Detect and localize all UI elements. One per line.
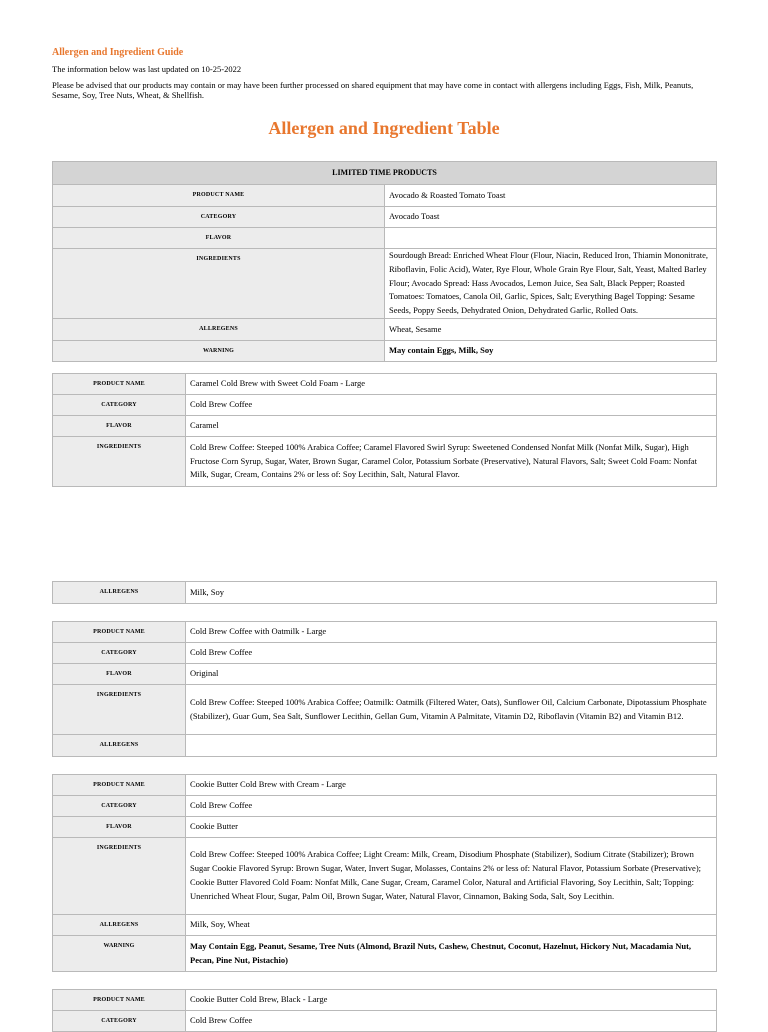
last-updated-text: The information below was last updated on 10-25-2022	[52, 64, 242, 74]
product-category: Cold Brew Coffee	[186, 395, 717, 416]
table-row	[53, 664, 717, 685]
product-warning: May contain Eggs, Milk, Soy	[385, 340, 717, 361]
label-ingredients: INGREDIENTS	[53, 437, 186, 487]
label-flavor: FLAVOR	[53, 664, 186, 685]
product-table-cookie-butter-black	[52, 989, 717, 1032]
product-allergens	[186, 735, 717, 757]
label-category: CATEGORY	[53, 395, 186, 416]
table-row	[53, 936, 717, 972]
label-product-name: PRODUCT NAME	[53, 374, 186, 395]
product-category: Cold Brew Coffee	[186, 796, 717, 817]
product-warning: May Contain Egg, Peanut, Sesame, Tree Nuts (Almond, Brazil Nuts, Cashew, Chestnut, Coconut, Hazelnut, Hickory Nut, Macadamia Nut, Pecan, Pine Nut, Pistachio)	[186, 936, 717, 972]
table-row	[53, 643, 717, 664]
table-row	[53, 228, 717, 249]
product-flavor	[385, 228, 717, 249]
product-ingredients: Cold Brew Coffee: Steeped 100% Arabica Coffee; Oatmilk: Oatmilk (Filtered Water, Oats), Sunflower Oil, Calcium Carbonate, Dipotassium Phosphate (Stabilizer), Guar Gum, Sea Salt, Sunflower Lecithin, Gellan Gum, Vitamin A Palmitate, Vitamin D2, Riboflavin (Vitamin B2) and Vitamin B12.	[186, 685, 717, 735]
product-category: Cold Brew Coffee	[186, 643, 717, 664]
label-allergens: ALLREGENS	[53, 582, 186, 604]
table-row	[53, 838, 717, 915]
table-row	[53, 582, 717, 604]
product-table-caramel-cold-brew-continued	[52, 581, 717, 604]
product-allergens: Wheat, Sesame	[385, 318, 717, 340]
table-row	[53, 915, 717, 936]
table-row	[53, 796, 717, 817]
table-row	[53, 437, 717, 487]
label-ingredients: INGREDIENTS	[53, 249, 385, 319]
product-table-cookie-butter-cream	[52, 774, 717, 972]
table-row	[53, 685, 717, 735]
table-row	[53, 395, 717, 416]
table-title: Allergen and Ingredient Table	[268, 118, 500, 138]
section-header-row	[53, 162, 717, 185]
table-row	[53, 416, 717, 437]
product-allergens: Milk, Soy, Wheat	[186, 915, 717, 936]
product-table-oatmilk-cold-brew	[52, 621, 717, 757]
guide-title: Allergen and Ingredient Guide	[52, 47, 184, 58]
table-row	[53, 340, 717, 361]
product-flavor: Cookie Butter	[186, 817, 717, 838]
label-product-name: PRODUCT NAME	[53, 775, 186, 796]
product-name: Avocado & Roasted Tomato Toast	[385, 185, 717, 207]
table-row	[53, 1011, 717, 1032]
product-table-caramel-cold-brew	[52, 373, 717, 487]
product-name: Cookie Butter Cold Brew, Black - Large	[186, 990, 717, 1011]
product-category: Avocado Toast	[385, 207, 717, 228]
product-name: Caramel Cold Brew with Sweet Cold Foam - Large	[186, 374, 717, 395]
label-warning: WARNING	[53, 936, 186, 972]
label-allergens: ALLREGENS	[53, 915, 186, 936]
table-row	[53, 374, 717, 395]
label-flavor: FLAVOR	[53, 817, 186, 838]
product-ingredients: Cold Brew Coffee: Steeped 100% Arabica Coffee; Caramel Flavored Swirl Syrup: Sweetened Condensed Nonfat Milk (Nonfat Milk, Sugar), High Fructose Corn Syrup, Sugar, Water, Brown Sugar, Caramel Color, Potassium Sorbate (Preservative), Natural Flavors, Salt; Sweet Cold Foam: Nonfat Milk, Sugar, Cream, Contains 2% or less of: Soy Lecithin, Salt, Natural Flavor.	[186, 437, 717, 487]
product-category: Cold Brew Coffee	[186, 1011, 717, 1032]
product-ingredients: Cold Brew Coffee: Steeped 100% Arabica Coffee; Light Cream: Milk, Cream, Disodium Phosphate (Stabilizer), Sodium Citrate (Stabilizer); Brown Sugar Cookie Flavored Syrup: Brown Sugar, Water, Invert Sugar, Molasses, Contains 2% or less of: Natural Flavor, Potassium Sorbate (Preservative); Cookie Butter Flavored Cold Foam: Nonfat Milk, Cane Sugar, Cream, Caramel Color, Natural and Artificial Flavoring, Soy Lecithin, Salt; Topping: Unenriched Wheat Flour, Sugar, Palm Oil, Brown Sugar, Water, Natural Flavor, Cinnamon, Baking Soda, Salt, Soy Lecithin.	[186, 838, 717, 915]
product-table-avocado-toast	[52, 161, 717, 362]
product-name: Cold Brew Coffee with Oatmilk - Large	[186, 622, 717, 643]
label-flavor: FLAVOR	[53, 228, 385, 249]
table-row	[53, 185, 717, 207]
product-name: Cookie Butter Cold Brew with Cream - Large	[186, 775, 717, 796]
allergen-advisory: Please be advised that our products may contain or may have been further processed on shared equipment that may have come in contact with allergens including Eggs, Fish, Milk, Peanuts, Sesame, Soy, Tree Nuts, Wheat, & Shellfish.	[52, 80, 694, 100]
label-warning: WARNING	[53, 340, 385, 361]
label-allergens: ALLREGENS	[53, 318, 385, 340]
table-row	[53, 990, 717, 1011]
product-flavor: Original	[186, 664, 717, 685]
table-row	[53, 318, 717, 340]
label-category: CATEGORY	[53, 207, 385, 228]
label-category: CATEGORY	[53, 643, 186, 664]
label-ingredients: INGREDIENTS	[53, 838, 186, 915]
label-product-name: PRODUCT NAME	[53, 622, 186, 643]
label-product-name: PRODUCT NAME	[53, 185, 385, 207]
label-category: CATEGORY	[53, 1011, 186, 1032]
label-ingredients: INGREDIENTS	[53, 685, 186, 735]
label-category: CATEGORY	[53, 796, 186, 817]
label-flavor: FLAVOR	[53, 416, 186, 437]
product-flavor: Caramel	[186, 416, 717, 437]
table-row	[53, 735, 717, 757]
table-row	[53, 775, 717, 796]
label-product-name: PRODUCT NAME	[53, 990, 186, 1011]
table-row	[53, 622, 717, 643]
table-row	[53, 207, 717, 228]
product-allergens: Milk, Soy	[186, 582, 717, 604]
product-ingredients: Sourdough Bread: Enriched Wheat Flour (Flour, Niacin, Reduced Iron, Thiamin Mononitrate, Riboflavin, Folic Acid), Water, Rye Flour, Whole Grain Rye Flour, Salt, Yeast, Malted Barley Flour; Avocado Spread: Hass Avocados, Lemon Juice, Sea Salt, Black Pepper; Roasted Tomatoes: Tomatoes, Canola Oil, Garlic, Spices, Salt; Everything Bagel Topping: Sesame Seeds, Poppy Seeds, Dehydrated Onion, Dehydrated Garlic, Rolled Oats.	[385, 249, 717, 319]
table-row	[53, 249, 717, 319]
label-allergens: ALLREGENS	[53, 735, 186, 757]
table-row	[53, 817, 717, 838]
section-header: LIMITED TIME PRODUCTS	[53, 162, 717, 185]
